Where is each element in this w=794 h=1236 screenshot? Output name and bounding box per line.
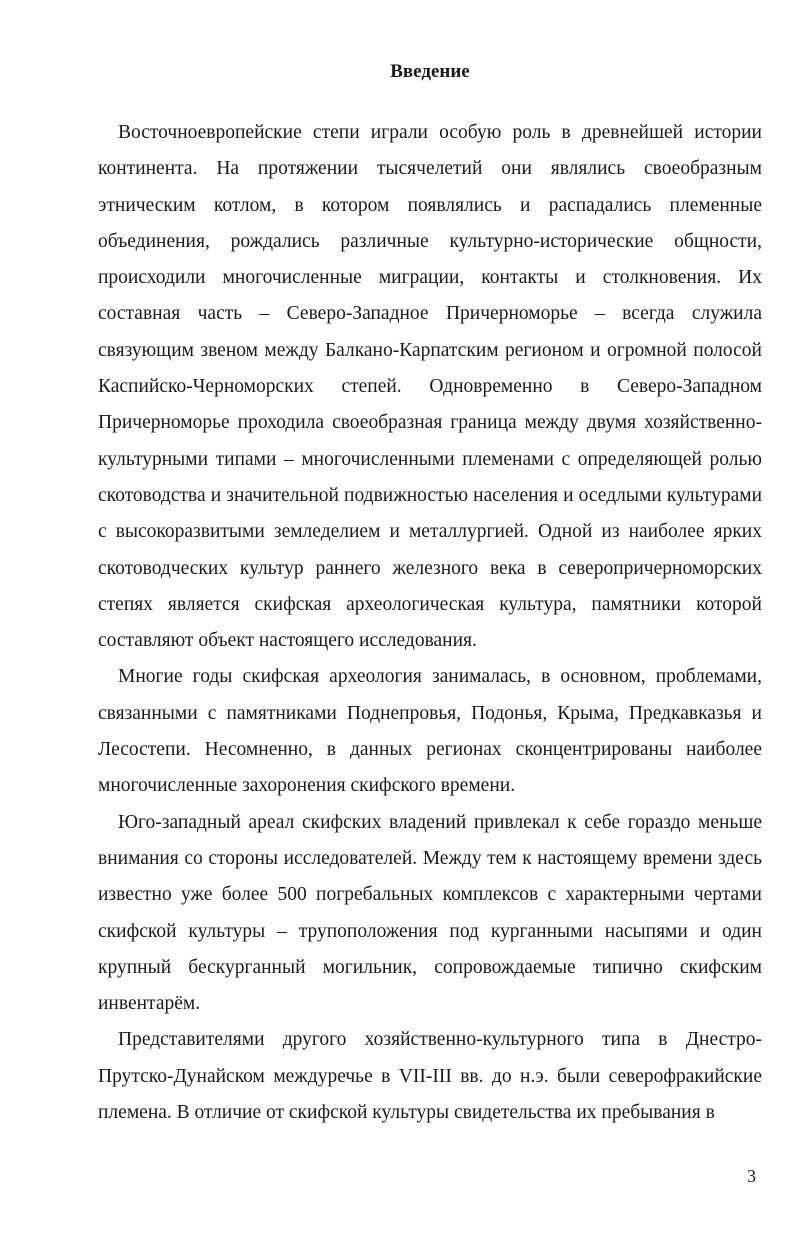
paragraph-2: Многие годы скифская археология занималась, в основном, проблемами, связанными с памятниками Поднепровья, Подонья, Крыма, Предкавказья и Лесостепи. Несомненно, в данных регионах сконцентрированы наиболее многочисленные захоронения скифского времени. bbox=[98, 666, 762, 797]
section-title: Введение bbox=[390, 61, 470, 82]
paragraph-1: Восточноевропейские степи играли особую роль в древнейшей истории континента. На протяжении тысячелетий они являлись своеобразным этническим котлом, в котором появлялись и распадались племенные объединения, рождались различные культурно-исторические общности, происходили многочисленные миграции, контакты и столкновения. Их составная часть – Северо-Западное Причерноморье – всегда служила связующим звеном между Балкано-Карпатским регионом и огромной полосой Каспийско-Черноморских степей. Одновременно в Северо-Западном Причерноморье проходила своеобразная граница между двумя хозяйственно-культурными типами – многочисленными племенами с определяющей ролью скотоводства и значительной подвижностью населения и оседлыми культурами с высокоразвитыми земледелием и металлургией. Одной из наиболее ярких скотоводческих культур раннего железного века в северопричерноморских степях является скифская археологическая культура, памятники которой составляют объект настоящего исследования. bbox=[98, 122, 762, 652]
page-number: 3 bbox=[747, 1166, 756, 1186]
paragraph-3: Юго-западный ареал скифских владений привлекал к себе гораздо меньше внимания со стороны исследователей. Между тем к настоящему времени здесь известно уже более 500 погребальных комплексов с характерными чертами скифской культуры – трупоположения под курганными насыпями и один крупный бескурганный могильник, сопровождаемые типично скифским инвентарём. bbox=[98, 811, 762, 1015]
paragraph-4: Представителями другого хозяйственно-культурного типа в Днестро-Прутско-Дунайском междуречье в VII-III вв. до н.э. были северофракийские племена. В отличие от скифской культуры свидетельства их пребывания в bbox=[98, 1029, 762, 1124]
document-page bbox=[98, 60, 762, 1131]
